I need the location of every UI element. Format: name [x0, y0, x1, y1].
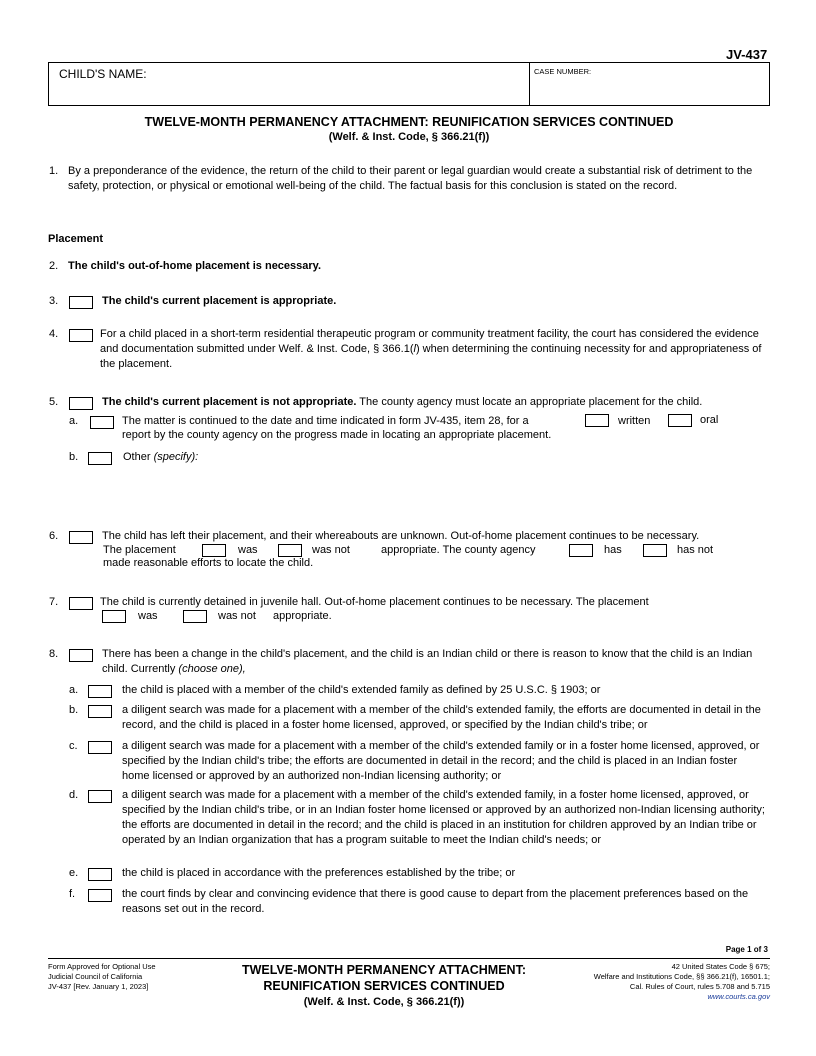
item-7-line1: The child is currently detained in juvenile hall. Out-of-home placement continues to be necessary. The placement [100, 596, 649, 608]
caption-divider [529, 63, 530, 105]
item-6-placement-label: The placement [103, 544, 176, 556]
courts-website-link[interactable]: www.courts.ca.gov [707, 992, 770, 1001]
footer-title-line-3: (Welf. & Inst. Code, § 366.21(f)) [303, 996, 465, 1008]
item-5a-written-checkbox[interactable] [585, 414, 609, 427]
item-8b-letter: b. [69, 704, 79, 716]
item-8a-letter: a. [69, 684, 79, 696]
item-8d-text: a diligent search was made for a placement with a member of the child's extended family, in a foster home licensed, approved, or specified by the Indian child's tribe, or in an Indian foster home licensed or approved by an authorized non-Indian licensing authority; the efforts are documented in detail in the record; and the child is placed in an institution for children approved by an Indian tribe or operated by an Indian organization that has a program suitable to meet the Indian child's needs; or [122, 789, 765, 846]
form-number: JV-437 [726, 47, 768, 62]
childs-name-label: CHILD'S NAME: [59, 67, 147, 81]
item-6-was-label: was [238, 544, 258, 556]
case-number-field[interactable] [532, 76, 767, 104]
item-6-line3: made reasonable efforts to locate the child. [103, 557, 314, 569]
item-5a-line2: report by the county agency on the progress made in locating an appropriate placement. [122, 429, 552, 441]
item-8e-text: the child is placed in accordance with the preferences established by the tribe; or [122, 867, 516, 879]
item-8d-checkbox[interactable] [88, 790, 112, 803]
item-5a-letter: a. [69, 415, 79, 427]
footer-rule [48, 958, 770, 959]
item-6-has-not-label: has not [677, 544, 714, 556]
form-title: TWELVE-MONTH PERMANENCY ATTACHMENT: REUNIFICATION SERVICES CONTINUED [144, 115, 674, 129]
item-8f-text: the court finds by clear and convincing evidence that there is good cause to depart from the placement preferences based on the reasons set out in the record. [122, 888, 749, 915]
item-5a-oral-checkbox[interactable] [668, 414, 692, 427]
item-6-was-not-label: was not [312, 544, 350, 556]
childs-name-field[interactable] [110, 64, 525, 104]
item-8b-text: a diligent search was made for a placement with a member of the child's extended family, the efforts are documented in detail in the record, and the child is placed in a foster home licensed, approved, or specified by the Indian child's tribe; or [122, 704, 761, 731]
item-5b-specify-field[interactable] [210, 450, 765, 520]
item-7-appropriate: appropriate. [273, 610, 332, 622]
item-6-number: 6. [49, 530, 59, 542]
item-5b-checkbox[interactable] [88, 452, 112, 465]
footer-title-line-2: REUNIFICATION SERVICES CONTINUED [263, 979, 505, 993]
item-7-checkbox[interactable] [69, 597, 93, 610]
item-6-agency-text: appropriate. The county agency [381, 544, 536, 556]
item-7-was-not-label: was not [218, 610, 256, 622]
footer-right-line-2: Welfare and Institutions Code, §§ 366.21(f), 16501.1; [593, 972, 770, 981]
item-5a-checkbox[interactable] [90, 416, 114, 429]
item-8e-checkbox[interactable] [88, 868, 112, 881]
footer-left-line-3: JV-437 [Rev. January 1, 2023] [48, 982, 149, 991]
footer-right-line-1: 42 United States Code § 675; [671, 962, 770, 971]
item-3-text: The child's current placement is appropriate. [102, 295, 337, 307]
footer-left [48, 962, 156, 992]
footer-right [540, 962, 770, 1002]
item-5b-letter: b. [69, 451, 79, 463]
item-8d-letter: d. [69, 789, 79, 801]
item-8-checkbox[interactable] [69, 649, 93, 662]
item-5b-text: Other (specify): [123, 451, 199, 463]
item-1-number: 1. [49, 165, 59, 177]
footer-right-line-3: Cal. Rules of Court, rules 5.708 and 5.715 [629, 982, 770, 991]
case-number-label: CASE NUMBER: [534, 67, 592, 76]
item-7-number: 7. [49, 596, 59, 608]
item-6-has-label: has [604, 544, 622, 556]
item-8c-letter: c. [69, 740, 78, 752]
item-6-has-not-checkbox[interactable] [643, 544, 667, 557]
item-4-number: 4. [49, 328, 59, 340]
item-5a-line1: The matter is continued to the date and time indicated in form JV-435, item 28, for a [122, 415, 529, 427]
item-5-checkbox[interactable] [69, 397, 93, 410]
item-8f-letter: f. [69, 888, 76, 900]
item-8a-checkbox[interactable] [88, 685, 112, 698]
item-5-text: The child's current placement is not appropriate. The county agency must locate an appropriate placement for the child. [102, 396, 703, 408]
item-8e-letter: e. [69, 867, 79, 879]
item-2-text: The child's out-of-home placement is necessary. [68, 260, 322, 272]
item-5-number: 5. [49, 396, 59, 408]
item-7-was-label: was [138, 610, 158, 622]
item-8c-text: a diligent search was made for a placement with a member of the child's extended family or in a foster home licensed, approved, or specified by the Indian child's tribe; the efforts are documented in detail in the record; and the child is placed in an Indian foster home licensed or approved by an authorized non-Indian licensing authority; or [122, 740, 760, 782]
item-6-line1: The child has left their placement, and their whereabouts are unknown. Out-of-home placement continues to be necessary. [102, 530, 700, 542]
item-8c-checkbox[interactable] [88, 741, 112, 754]
item-1-text: By a preponderance of the evidence, the return of the child to their parent or legal guardian would create a substantial risk of detriment to the safety, protection, or physical or emotional well-being of the child. The factual basis for this conclusion is stated on the record. [68, 165, 753, 192]
footer-left-line-2: Judicial Council of California [48, 972, 143, 981]
footer-title [210, 962, 558, 1010]
footer-left-line-1: Form Approved for Optional Use [48, 962, 156, 971]
item-4-text: For a child placed in a short-term residential therapeutic program or community treatment facility, the court has considered the evidence and documentation submitted under Welf. & Inst. Code, § 366.1(l) when determining the continuing necessity for and appropriateness of the placement. [100, 328, 762, 370]
item-8f-checkbox[interactable] [88, 889, 112, 902]
item-8-text: There has been a change in the child's placement, and the child is an Indian child or there is reason to know that the child is an Indian child. Currently (choose one), [102, 648, 753, 675]
page-number: Page 1 of 3 [725, 945, 768, 954]
item-8a-text: the child is placed with a member of the child's extended family as defined by 25 U.S.C. § 1903; or [122, 684, 601, 696]
placement-heading: Placement [48, 233, 104, 245]
item-5a-oral-label: oral [700, 414, 719, 426]
item-8-number: 8. [49, 648, 59, 660]
footer-title-line-1: TWELVE-MONTH PERMANENCY ATTACHMENT: [241, 963, 526, 977]
item-8b-checkbox[interactable] [88, 705, 112, 718]
form-subtitle: (Welf. & Inst. Code, § 366.21(f)) [328, 131, 490, 143]
item-5a-written-label: written [618, 415, 651, 427]
item-2-number: 2. [49, 260, 59, 272]
item-3-number: 3. [49, 295, 59, 307]
item-6-checkbox[interactable] [69, 531, 93, 544]
item-4-checkbox[interactable] [69, 329, 93, 342]
item-7-was-checkbox[interactable] [102, 610, 126, 623]
item-7-was-not-checkbox[interactable] [183, 610, 207, 623]
item-6-has-checkbox[interactable] [569, 544, 593, 557]
item-3-checkbox[interactable] [69, 296, 93, 309]
